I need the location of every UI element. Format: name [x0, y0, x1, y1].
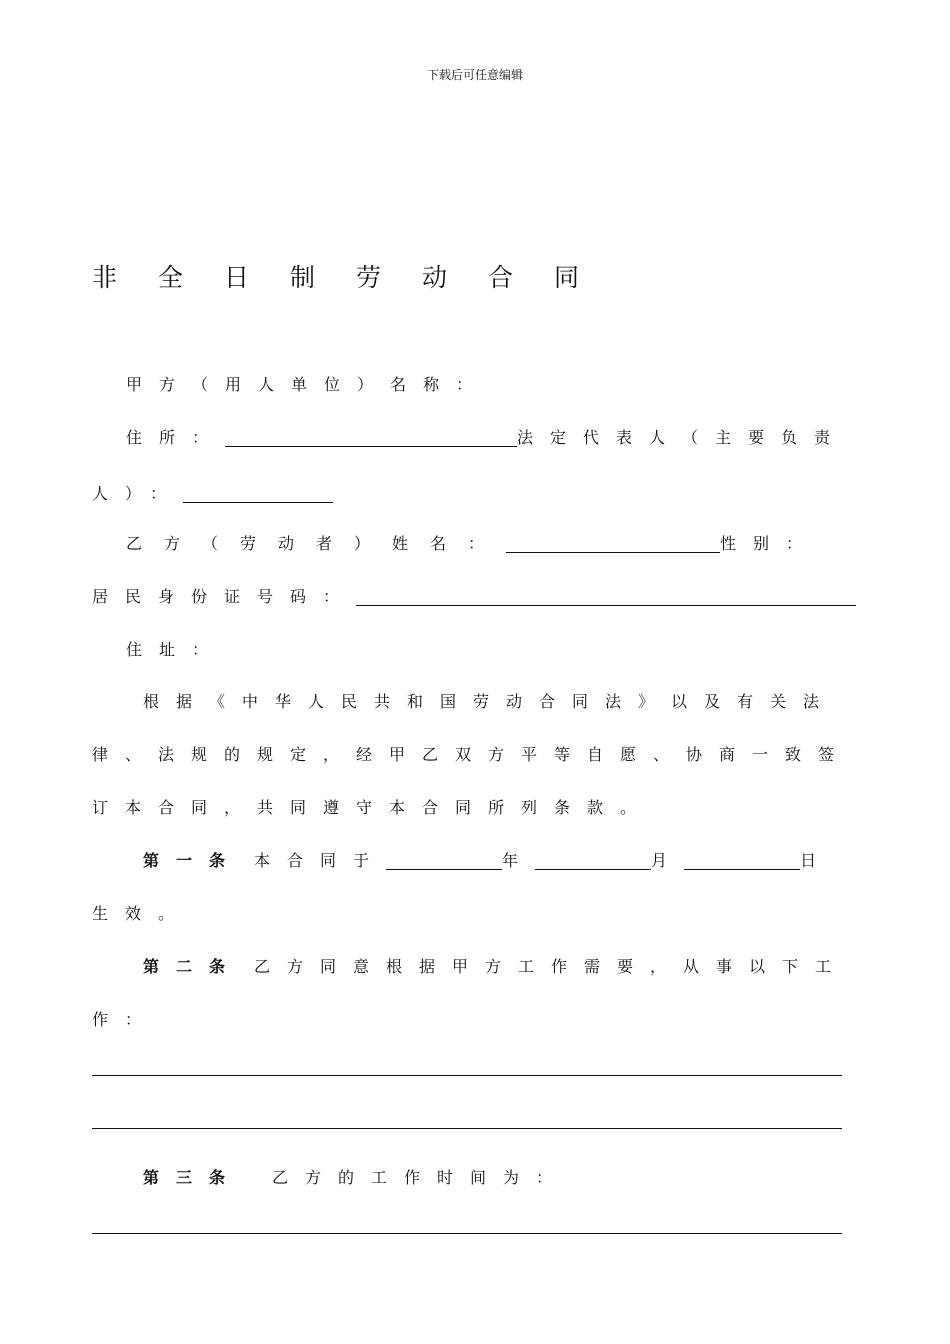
- party-b-name-label: 乙方（劳动者）姓名：: [126, 534, 507, 553]
- party-a-name-label: 甲方（用人单位）名称：: [126, 375, 490, 394]
- article-2-fill-line-2[interactable]: [92, 1128, 842, 1129]
- party-a-rep-label: 法定代表人（主要负责: [517, 428, 848, 447]
- party-a-rep-label-cont: 人）：: [92, 484, 184, 503]
- party-b-name-blank[interactable]: [506, 534, 720, 553]
- page-header: 下载后可任意编辑: [426, 68, 523, 82]
- preamble-line-2: 律、法规的规定，经甲乙双方平等自愿、协商一致签: [92, 745, 852, 764]
- party-a-rep-blank[interactable]: [183, 484, 333, 503]
- document-title: 非全日制劳动合同: [92, 263, 621, 292]
- party-a-rep-row: [92, 481, 333, 504]
- article-2-line-2: 作：: [92, 1010, 159, 1029]
- article-3-row: [143, 1165, 569, 1188]
- article-3-heading: 第三条: [143, 1168, 243, 1187]
- party-b-id-row: [92, 584, 856, 607]
- article-1-year-label: 年: [502, 851, 519, 870]
- party-b-gender-label: 性别：: [720, 534, 820, 553]
- preamble-line-3: 订本合同，共同遵守本合同所列条款。: [92, 798, 654, 817]
- article-2-heading: 第二条: [143, 957, 243, 976]
- article-1-day-blank[interactable]: [684, 851, 800, 870]
- preamble-line-1: 根据《中华人民共和国劳动合同法》以及有关法: [143, 692, 837, 711]
- article-2-text: 乙方同意根据甲方工作需要，从事以下工: [254, 957, 849, 976]
- article-1-day-label: 日: [800, 851, 817, 870]
- article-3-fill-line[interactable]: [92, 1233, 842, 1234]
- article-1-row: [143, 848, 816, 871]
- article-1-heading: 第一条: [143, 851, 243, 870]
- article-1-month-blank[interactable]: [535, 851, 651, 870]
- article-1-month-label: 月: [651, 851, 668, 870]
- party-b-id-blank[interactable]: [356, 587, 856, 606]
- article-3-text: 乙方的工作时间为：: [272, 1168, 570, 1187]
- article-1-line-2: 生效。: [92, 904, 192, 923]
- party-a-address-row: [126, 425, 847, 448]
- party-b-id-label: 居民身份证号码：: [92, 587, 357, 606]
- article-2-fill-line-1[interactable]: [92, 1075, 842, 1076]
- party-a-address-blank[interactable]: [225, 428, 517, 447]
- party-a-address-label: 住所：: [126, 428, 226, 447]
- article-1-text: 本合同于: [254, 851, 387, 870]
- party-b-address-label: 住址：: [126, 640, 226, 659]
- article-2-row: [143, 954, 848, 977]
- article-1-year-blank[interactable]: [386, 851, 502, 870]
- party-b-name-row: [126, 531, 819, 554]
